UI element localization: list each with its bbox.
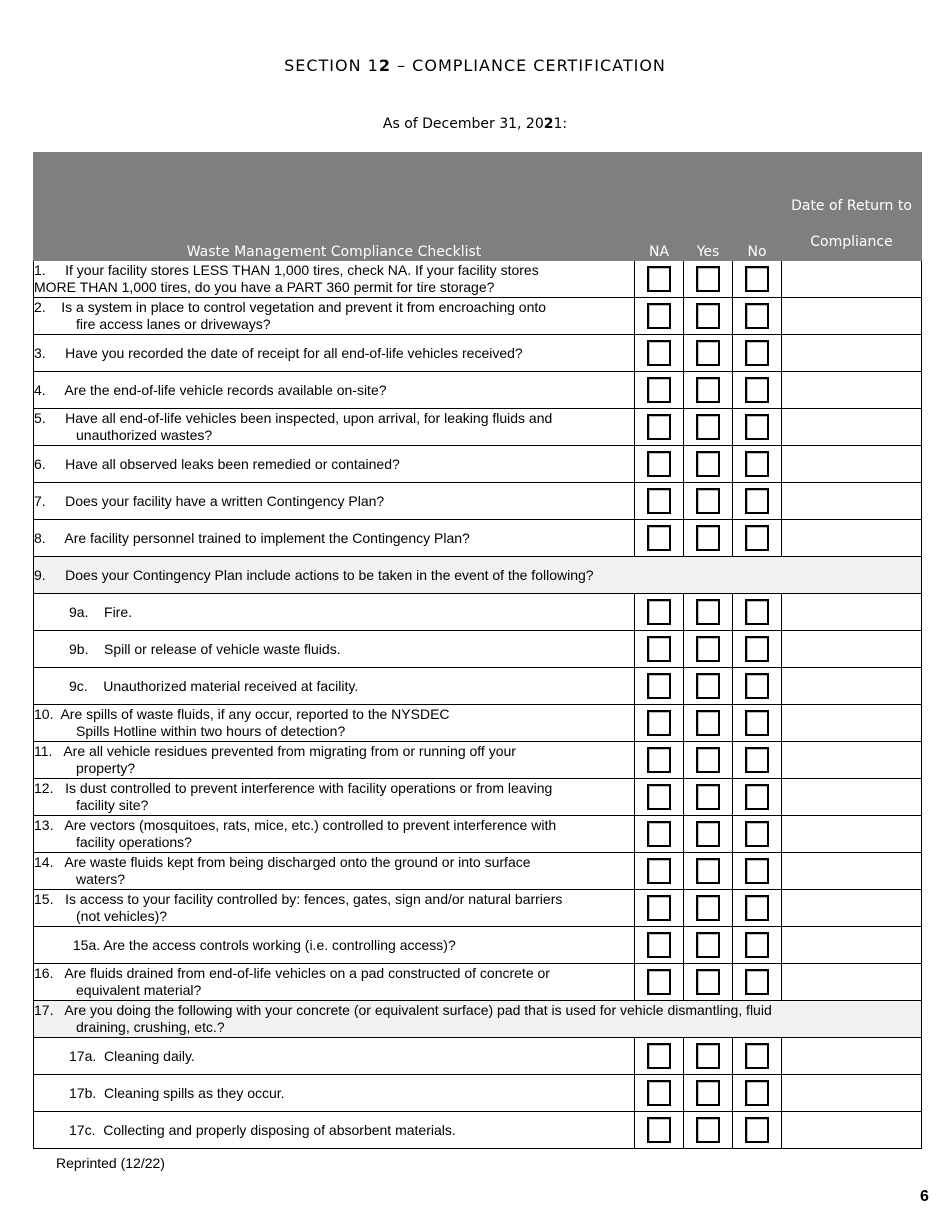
header-yes: Yes	[684, 153, 733, 261]
no-checkbox[interactable]	[745, 340, 769, 366]
na-checkbox[interactable]	[647, 377, 671, 403]
checkbox-cell-no	[733, 816, 782, 853]
no-checkbox[interactable]	[745, 599, 769, 625]
question-text: 8. Are facility personnel trained to implement the Contingency Plan?	[34, 529, 470, 546]
table-row	[34, 1112, 922, 1149]
checkbox-cell-na	[635, 1112, 684, 1149]
question-text: 9. Does your Contingency Plan include actions to be taken in the event of the following?	[34, 566, 594, 583]
na-checkbox[interactable]	[647, 932, 671, 958]
checkbox-cell-yes	[684, 668, 733, 705]
question-text: 9a. Fire.	[69, 603, 133, 620]
checkbox-cell-yes	[684, 335, 733, 372]
no-checkbox[interactable]	[745, 710, 769, 736]
question-cell	[34, 520, 635, 557]
checkbox-cell-na	[635, 335, 684, 372]
table-row	[34, 779, 922, 816]
checkbox-cell-na	[635, 816, 684, 853]
date-return-cell[interactable]	[782, 853, 922, 890]
checkbox-cell-na	[635, 1075, 684, 1112]
date-return-cell[interactable]	[782, 631, 922, 668]
date-return-cell[interactable]	[782, 372, 922, 409]
table-row	[34, 742, 922, 779]
checkbox-cell-na	[635, 705, 684, 742]
question-text: 11. Are all vehicle residues prevented from migrating from or running off your	[34, 743, 516, 759]
table-row	[34, 853, 922, 890]
date-return-cell[interactable]	[782, 261, 922, 298]
no-checkbox[interactable]	[745, 266, 769, 292]
question-cell	[34, 853, 635, 890]
compliance-checklist-table	[33, 152, 922, 1149]
checkbox-cell-no	[733, 779, 782, 816]
checkbox-cell-no	[733, 594, 782, 631]
na-checkbox[interactable]	[647, 895, 671, 921]
checkbox-cell-na	[635, 298, 684, 335]
question-text: 17c. Collecting and properly disposing of absorbent materials.	[69, 1121, 456, 1138]
checkbox-cell-no	[733, 483, 782, 520]
asof-prefix: As of December 31, 20	[382, 116, 544, 132]
no-checkbox[interactable]	[745, 377, 769, 403]
date-return-cell[interactable]	[782, 964, 922, 1001]
checkbox-cell-yes	[684, 705, 733, 742]
yes-checkbox[interactable]	[696, 1117, 720, 1143]
date-return-cell[interactable]	[782, 594, 922, 631]
na-checkbox[interactable]	[647, 821, 671, 847]
table-row	[34, 594, 922, 631]
checkbox-cell-no	[733, 964, 782, 1001]
checkbox-cell-no	[733, 927, 782, 964]
date-return-cell[interactable]	[782, 779, 922, 816]
question-text: 7. Does your facility have a written Contingency Plan?	[34, 492, 385, 509]
header-date-return	[782, 153, 922, 261]
checkbox-cell-no	[733, 742, 782, 779]
no-checkbox[interactable]	[745, 858, 769, 884]
checkbox-cell-no	[733, 409, 782, 446]
no-checkbox[interactable]	[745, 414, 769, 440]
question-text: 13. Are vectors (mosquitoes, rats, mice, etc.) controlled to prevent interference with	[34, 817, 557, 833]
checkbox-cell-yes	[684, 298, 733, 335]
checkbox-cell-yes	[684, 409, 733, 446]
yes-checkbox[interactable]	[696, 821, 720, 847]
date-return-cell[interactable]	[782, 1038, 922, 1075]
question-text-continued: equivalent material?	[76, 982, 202, 998]
na-checkbox[interactable]	[647, 488, 671, 514]
na-checkbox[interactable]	[647, 673, 671, 699]
date-return-cell[interactable]	[782, 335, 922, 372]
checkbox-cell-yes	[684, 261, 733, 298]
checkbox-cell-na	[635, 742, 684, 779]
na-checkbox[interactable]	[647, 1117, 671, 1143]
no-checkbox[interactable]	[745, 1043, 769, 1069]
question-text: 17a. Cleaning daily.	[69, 1047, 195, 1064]
question-text-continued: facility operations?	[76, 834, 192, 850]
checkbox-cell-na	[635, 853, 684, 890]
table-row	[34, 483, 922, 520]
question-cell	[34, 446, 635, 483]
section-row	[34, 1001, 922, 1038]
na-checkbox[interactable]	[647, 340, 671, 366]
page-title	[0, 56, 950, 75]
question-cell	[34, 1112, 635, 1149]
page-number: 6	[920, 1188, 929, 1205]
header-na: NA	[635, 153, 684, 261]
yes-checkbox[interactable]	[696, 1043, 720, 1069]
yes-checkbox[interactable]	[696, 377, 720, 403]
table-row	[34, 1038, 922, 1075]
checkbox-cell-yes	[684, 1038, 733, 1075]
na-checkbox[interactable]	[647, 451, 671, 477]
question-text: 10. Are spills of waste fluids, if any occur, reported to the NYSDEC	[34, 706, 450, 722]
date-return-cell[interactable]	[782, 483, 922, 520]
question-text-continued: property?	[76, 760, 136, 776]
checkbox-cell-na	[635, 261, 684, 298]
table-row	[34, 261, 922, 298]
no-checkbox[interactable]	[745, 784, 769, 810]
yes-checkbox[interactable]	[696, 747, 720, 773]
date-return-cell[interactable]	[782, 742, 922, 779]
yes-checkbox[interactable]	[696, 858, 720, 884]
checkbox-cell-no	[733, 520, 782, 557]
question-cell	[34, 779, 635, 816]
na-checkbox[interactable]	[647, 747, 671, 773]
checkbox-cell-no	[733, 1075, 782, 1112]
yes-checkbox[interactable]	[696, 488, 720, 514]
section-row	[34, 557, 922, 594]
question-cell	[34, 927, 635, 964]
checkbox-cell-no	[733, 261, 782, 298]
checkbox-cell-yes	[684, 1112, 733, 1149]
checkbox-cell-yes	[684, 372, 733, 409]
na-checkbox[interactable]	[647, 303, 671, 329]
question-cell	[34, 964, 635, 1001]
na-checkbox[interactable]	[647, 1043, 671, 1069]
checkbox-cell-no	[733, 668, 782, 705]
question-text: 17. Are you doing the following with your concrete (or equivalent surface) pad that is used for vehicle dismantling, fluid	[34, 1002, 772, 1018]
title-bold-digit: 2	[378, 56, 391, 75]
question-cell	[34, 1001, 922, 1038]
no-checkbox[interactable]	[745, 747, 769, 773]
date-return-cell[interactable]	[782, 298, 922, 335]
yes-checkbox[interactable]	[696, 710, 720, 736]
no-checkbox[interactable]	[745, 821, 769, 847]
question-text: 15a. Are the access controls working (i.e. controlling access)?	[69, 936, 456, 953]
question-text-continued: fire access lanes or driveways?	[76, 316, 271, 332]
question-text: 6. Have all observed leaks been remedied or contained?	[34, 455, 400, 472]
na-checkbox[interactable]	[647, 710, 671, 736]
na-checkbox[interactable]	[647, 525, 671, 551]
question-cell	[34, 261, 635, 298]
yes-checkbox[interactable]	[696, 303, 720, 329]
na-checkbox[interactable]	[647, 414, 671, 440]
yes-checkbox[interactable]	[696, 784, 720, 810]
checkbox-cell-no	[733, 335, 782, 372]
question-cell	[34, 742, 635, 779]
checkbox-cell-yes	[684, 446, 733, 483]
na-checkbox[interactable]	[647, 858, 671, 884]
table-row	[34, 964, 922, 1001]
no-checkbox[interactable]	[745, 303, 769, 329]
question-cell	[34, 1038, 635, 1075]
question-cell	[34, 594, 635, 631]
question-text: 5. Have all end-of-life vehicles been inspected, upon arrival, for leaking fluids and	[34, 410, 553, 426]
question-text: 1. If your facility stores LESS THAN 1,000 tires, check NA. If your facility stores	[34, 262, 539, 278]
checkbox-cell-no	[733, 1038, 782, 1075]
table-row	[34, 520, 922, 557]
question-text: 15. Is access to your facility controlled by: fences, gates, sign and/or natural barriers	[34, 891, 563, 907]
checkbox-cell-yes	[684, 1075, 733, 1112]
question-cell	[34, 668, 635, 705]
yes-checkbox[interactable]	[696, 1080, 720, 1106]
question-text: 17b. Cleaning spills as they occur.	[69, 1084, 285, 1101]
date-return-cell[interactable]	[782, 705, 922, 742]
no-checkbox[interactable]	[745, 636, 769, 662]
checkbox-cell-no	[733, 853, 782, 890]
date-return-cell[interactable]	[782, 927, 922, 964]
date-return-cell[interactable]	[782, 890, 922, 927]
no-checkbox[interactable]	[745, 895, 769, 921]
question-text: 3. Have you recorded the date of receipt for all end-of-life vehicles received?	[34, 344, 523, 361]
question-cell	[34, 409, 635, 446]
table-row	[34, 705, 922, 742]
table-row	[34, 298, 922, 335]
date-return-cell[interactable]	[782, 409, 922, 446]
checkbox-cell-yes	[684, 816, 733, 853]
question-text-continued: (not vehicles)?	[76, 908, 168, 924]
no-checkbox[interactable]	[745, 451, 769, 477]
yes-checkbox[interactable]	[696, 599, 720, 625]
no-checkbox[interactable]	[745, 488, 769, 514]
table-row	[34, 927, 922, 964]
question-text: 16. Are fluids drained from end-of-life vehicles on a pad constructed of concrete or	[34, 965, 550, 981]
yes-checkbox[interactable]	[696, 340, 720, 366]
checkbox-cell-yes	[684, 520, 733, 557]
question-cell	[34, 816, 635, 853]
no-checkbox[interactable]	[745, 1080, 769, 1106]
checkbox-cell-na	[635, 409, 684, 446]
reprinted-note: Reprinted (12/22)	[56, 1155, 165, 1171]
no-checkbox[interactable]	[745, 969, 769, 995]
checkbox-cell-no	[733, 890, 782, 927]
no-checkbox[interactable]	[745, 1117, 769, 1143]
table-row	[34, 668, 922, 705]
na-checkbox[interactable]	[647, 969, 671, 995]
checkbox-cell-no	[733, 446, 782, 483]
checkbox-cell-na	[635, 594, 684, 631]
checkbox-cell-yes	[684, 964, 733, 1001]
question-text-continued: Spills Hotline within two hours of detection?	[76, 723, 346, 739]
checkbox-cell-na	[635, 372, 684, 409]
checkbox-cell-na	[635, 668, 684, 705]
checkbox-cell-yes	[684, 483, 733, 520]
checkbox-cell-na	[635, 927, 684, 964]
question-cell	[34, 890, 635, 927]
checkbox-cell-yes	[684, 853, 733, 890]
checkbox-cell-yes	[684, 594, 733, 631]
yes-checkbox[interactable]	[696, 266, 720, 292]
question-text-continued: unauthorized wastes?	[76, 427, 213, 443]
table-row	[34, 335, 922, 372]
question-cell	[34, 1075, 635, 1112]
checkbox-cell-na	[635, 779, 684, 816]
header-date-line1: Date of Return to	[791, 198, 912, 214]
yes-checkbox[interactable]	[696, 636, 720, 662]
checkbox-cell-na	[635, 631, 684, 668]
yes-checkbox[interactable]	[696, 414, 720, 440]
question-text-continued: facility site?	[76, 797, 149, 813]
na-checkbox[interactable]	[647, 599, 671, 625]
no-checkbox[interactable]	[745, 673, 769, 699]
date-return-cell[interactable]	[782, 520, 922, 557]
title-prefix: SECTION 1	[284, 56, 379, 75]
table-header-row	[34, 153, 922, 261]
question-text-continued: waters?	[76, 871, 126, 887]
question-cell	[34, 372, 635, 409]
checkbox-cell-na	[635, 520, 684, 557]
date-return-cell[interactable]	[782, 446, 922, 483]
table-row	[34, 1075, 922, 1112]
na-checkbox[interactable]	[647, 636, 671, 662]
question-cell	[34, 557, 922, 594]
question-cell	[34, 335, 635, 372]
checkbox-cell-no	[733, 705, 782, 742]
checkbox-cell-no	[733, 372, 782, 409]
table-row	[34, 631, 922, 668]
question-text-continued: MORE THAN 1,000 tires, do you have a PART 360 permit for tire storage?	[34, 279, 495, 295]
yes-checkbox[interactable]	[696, 525, 720, 551]
checkbox-cell-no	[733, 631, 782, 668]
na-checkbox[interactable]	[647, 784, 671, 810]
table-row	[34, 890, 922, 927]
yes-checkbox[interactable]	[696, 969, 720, 995]
checkbox-cell-yes	[684, 631, 733, 668]
question-cell	[34, 483, 635, 520]
checkbox-cell-na	[635, 483, 684, 520]
header-no: No	[733, 153, 782, 261]
question-text: 9b. Spill or release of vehicle waste fluids.	[69, 640, 341, 657]
date-return-cell[interactable]	[782, 668, 922, 705]
checkbox-cell-na	[635, 446, 684, 483]
asof-bold-digit: 2	[543, 116, 554, 132]
no-checkbox[interactable]	[745, 525, 769, 551]
na-checkbox[interactable]	[647, 266, 671, 292]
date-return-cell[interactable]	[782, 816, 922, 853]
na-checkbox[interactable]	[647, 1080, 671, 1106]
as-of-date	[0, 116, 950, 132]
table-row	[34, 446, 922, 483]
yes-checkbox[interactable]	[696, 451, 720, 477]
checkbox-cell-yes	[684, 742, 733, 779]
table-row	[34, 372, 922, 409]
checkbox-cell-yes	[684, 890, 733, 927]
table-row	[34, 816, 922, 853]
question-text: 9c. Unauthorized material received at facility.	[69, 677, 359, 694]
checkbox-cell-na	[635, 964, 684, 1001]
date-return-cell[interactable]	[782, 1075, 922, 1112]
checkbox-cell-no	[733, 298, 782, 335]
yes-checkbox[interactable]	[696, 673, 720, 699]
checkbox-cell-no	[733, 1112, 782, 1149]
question-text-continued: draining, crushing, etc.?	[76, 1019, 225, 1035]
question-cell	[34, 705, 635, 742]
question-text: 2. Is a system in place to control vegetation and prevent it from encroaching onto	[34, 299, 547, 315]
table-row	[34, 409, 922, 446]
checkbox-cell-yes	[684, 779, 733, 816]
checkbox-cell-na	[635, 1038, 684, 1075]
question-cell	[34, 631, 635, 668]
question-text: 12. Is dust controlled to prevent interference with facility operations or from leaving	[34, 780, 553, 796]
no-checkbox[interactable]	[745, 932, 769, 958]
yes-checkbox[interactable]	[696, 895, 720, 921]
question-cell	[34, 298, 635, 335]
header-checklist: Waste Management Compliance Checklist	[34, 153, 635, 261]
checkbox-cell-na	[635, 890, 684, 927]
header-date-line2: Compliance	[810, 234, 893, 250]
checkbox-cell-yes	[684, 927, 733, 964]
question-text: 14. Are waste fluids kept from being discharged onto the ground or into surface	[34, 854, 531, 870]
asof-suffix: 1:	[553, 116, 568, 132]
title-suffix: – COMPLIANCE CERTIFICATION	[391, 56, 666, 75]
yes-checkbox[interactable]	[696, 932, 720, 958]
question-text: 4. Are the end-of-life vehicle records available on-site?	[34, 381, 387, 398]
date-return-cell[interactable]	[782, 1112, 922, 1149]
